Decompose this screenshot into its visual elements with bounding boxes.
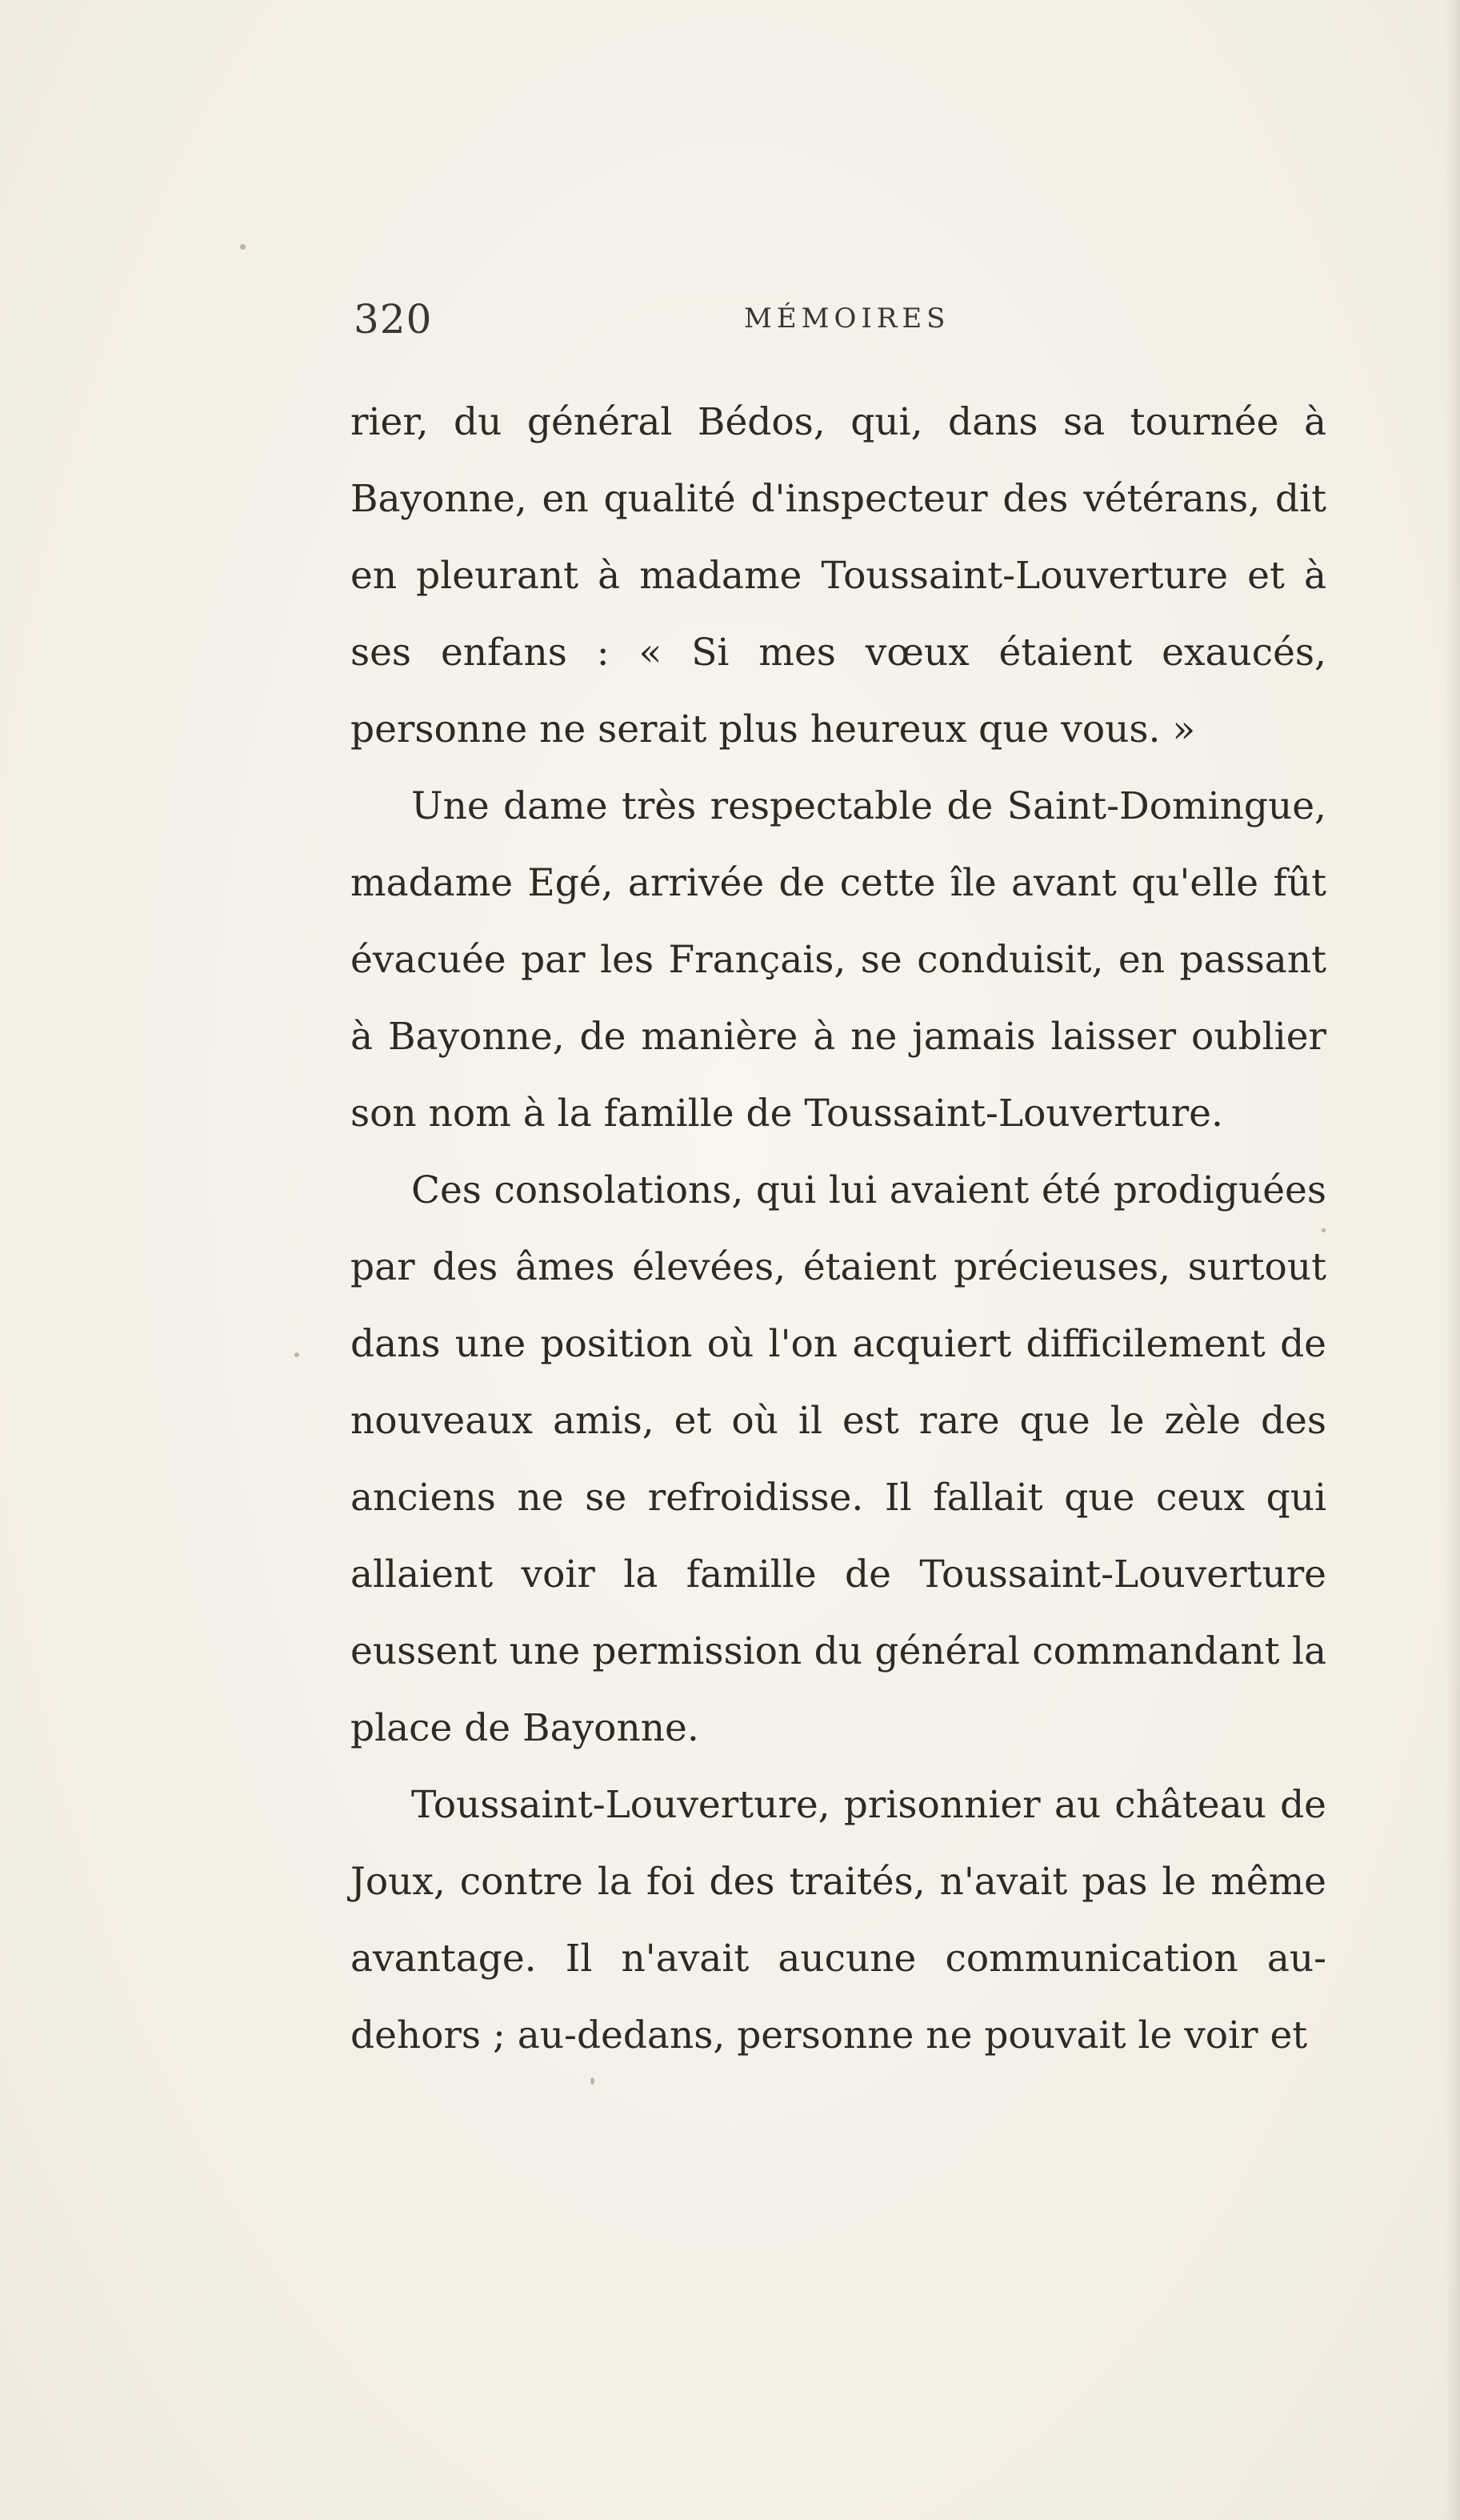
page-number: 320 xyxy=(354,296,433,343)
paragraph: Ces consolations, qui lui avaient été prodiguées par des âmes élevées, étaient précieuses, surtout dans une position où l'on acquiert difficilement de nouveaux amis, et où il est rare que le zèle des anciens ne se refroidisse. Il fallait que ceux qui allaient voir la famille de Toussaint-Louverture eussent une permission du général commandant la place de Bayonne. xyxy=(350,1168,1326,1750)
paragraph: Toussaint-Louverture, prisonnier au château de Joux, contre la foi des traités, n'avait pas le même avantage. Il n'avait aucune communication au-dehors ; au-dedans, personne ne pouvait le voir et xyxy=(350,1783,1326,2057)
spine-shadow xyxy=(1446,0,1460,2520)
paragraph: Une dame très respectable de Saint-Domingue, madame Egé, arrivée de cette île avant qu'elle fût évacuée par les Français, se conduisit, en passant à Bayonne, de manière à ne jamais laisser oublier son nom à la famille de Toussaint-Louverture. xyxy=(350,784,1326,1136)
paper-speck xyxy=(590,2077,594,2085)
body-text xyxy=(350,384,1326,2074)
paper-speck xyxy=(294,1352,299,1357)
paper-speck xyxy=(240,244,246,250)
running-head xyxy=(0,296,1460,352)
running-title: MÉMOIRES xyxy=(744,302,950,335)
paragraph-continued: rier, du général Bédos, qui, dans sa tournée à Bayonne, en qualité d'inspecteur des vétérans, dit en pleurant à madame Toussaint-Louverture et à ses enfans : « Si mes vœux étaient exaucés, personne ne serait plus heureux que vous. » xyxy=(350,400,1326,751)
